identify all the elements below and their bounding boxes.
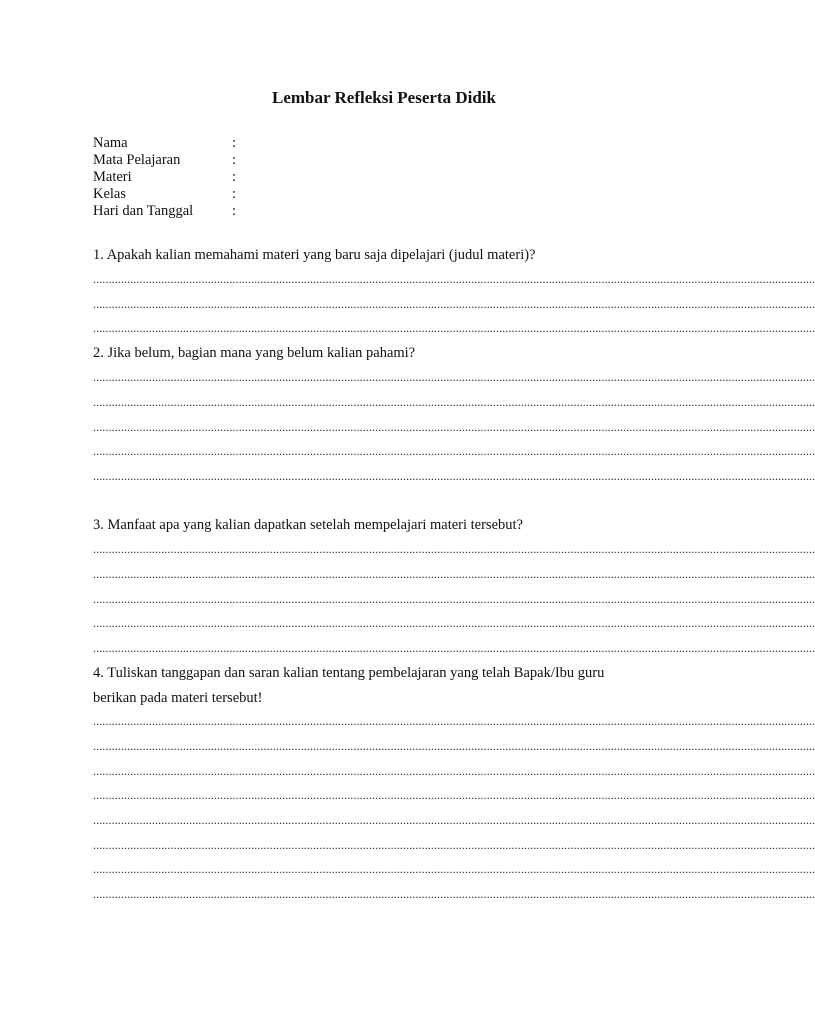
identity-label: Materi (93, 169, 132, 185)
identity-row-material (93, 169, 393, 186)
answer-line: ......................................................................................................................................................................................................................................... (93, 739, 815, 753)
answer-line: ......................................................................................................................................................................................................................................... (93, 567, 815, 581)
answer-line: ......................................................................................................................................................................................................................................... (93, 616, 815, 630)
identity-block (93, 135, 393, 220)
answer-line: ......................................................................................................................................................................................................................................... (93, 420, 815, 434)
identity-label: Nama (93, 135, 128, 151)
answer-line: ......................................................................................................................................................................................................................................... (93, 370, 815, 384)
answer-line: ......................................................................................................................................................................................................................................... (93, 838, 815, 852)
question-1: 1. Apakah kalian memahami materi yang baru saja dipelajari (judul materi)? (93, 247, 536, 263)
answer-line: ......................................................................................................................................................................................................................................... (93, 469, 815, 483)
answer-line: ......................................................................................................................................................................................................................................... (93, 813, 815, 827)
identity-colon: : (232, 152, 237, 168)
question-2: 2. Jika belum, bagian mana yang belum kalian pahami? (93, 345, 416, 361)
question-3: 3. Manfaat apa yang kalian dapatkan setelah mempelajari materi tersebut? (93, 517, 523, 533)
identity-colon: : (232, 169, 237, 185)
answer-line: ......................................................................................................................................................................................................................................... (93, 862, 815, 876)
identity-row-class (93, 186, 393, 203)
answer-line: ......................................................................................................................................................................................................................................... (93, 542, 815, 556)
answer-line: ......................................................................................................................................................................................................................................... (93, 395, 815, 409)
answer-line: ......................................................................................................................................................................................................................................... (93, 887, 815, 901)
page-title: Lembar Refleksi Peserta Didik (272, 88, 496, 107)
identity-row-name (93, 135, 393, 152)
answer-line: ......................................................................................................................................................................................................................................... (93, 444, 815, 458)
identity-colon: : (232, 186, 237, 202)
answer-line: ......................................................................................................................................................................................................................................... (93, 641, 815, 655)
identity-label: Hari dan Tanggal (93, 203, 194, 219)
question-4-continuation: berikan pada materi tersebut! (93, 690, 263, 706)
identity-label: Kelas (93, 186, 127, 202)
identity-label: Mata Pelajaran (93, 152, 181, 168)
answer-line: ......................................................................................................................................................................................................................................... (93, 788, 815, 802)
answer-line: ......................................................................................................................................................................................................................................... (93, 764, 815, 778)
identity-row-subject (93, 152, 393, 169)
answer-line: ......................................................................................................................................................................................................................................... (93, 592, 815, 606)
answer-line: ......................................................................................................................................................................................................................................... (93, 272, 815, 286)
answer-line: ......................................................................................................................................................................................................................................... (93, 714, 815, 728)
identity-row-date (93, 203, 393, 220)
identity-colon: : (232, 203, 237, 219)
identity-colon: : (232, 135, 237, 151)
answer-line: ......................................................................................................................................................................................................................................... (93, 297, 815, 311)
answer-line: ......................................................................................................................................................................................................................................... (93, 321, 815, 335)
question-4: 4. Tuliskan tanggapan dan saran kalian tentang pembelajaran yang telah Bapak/Ibu guru (93, 665, 605, 681)
